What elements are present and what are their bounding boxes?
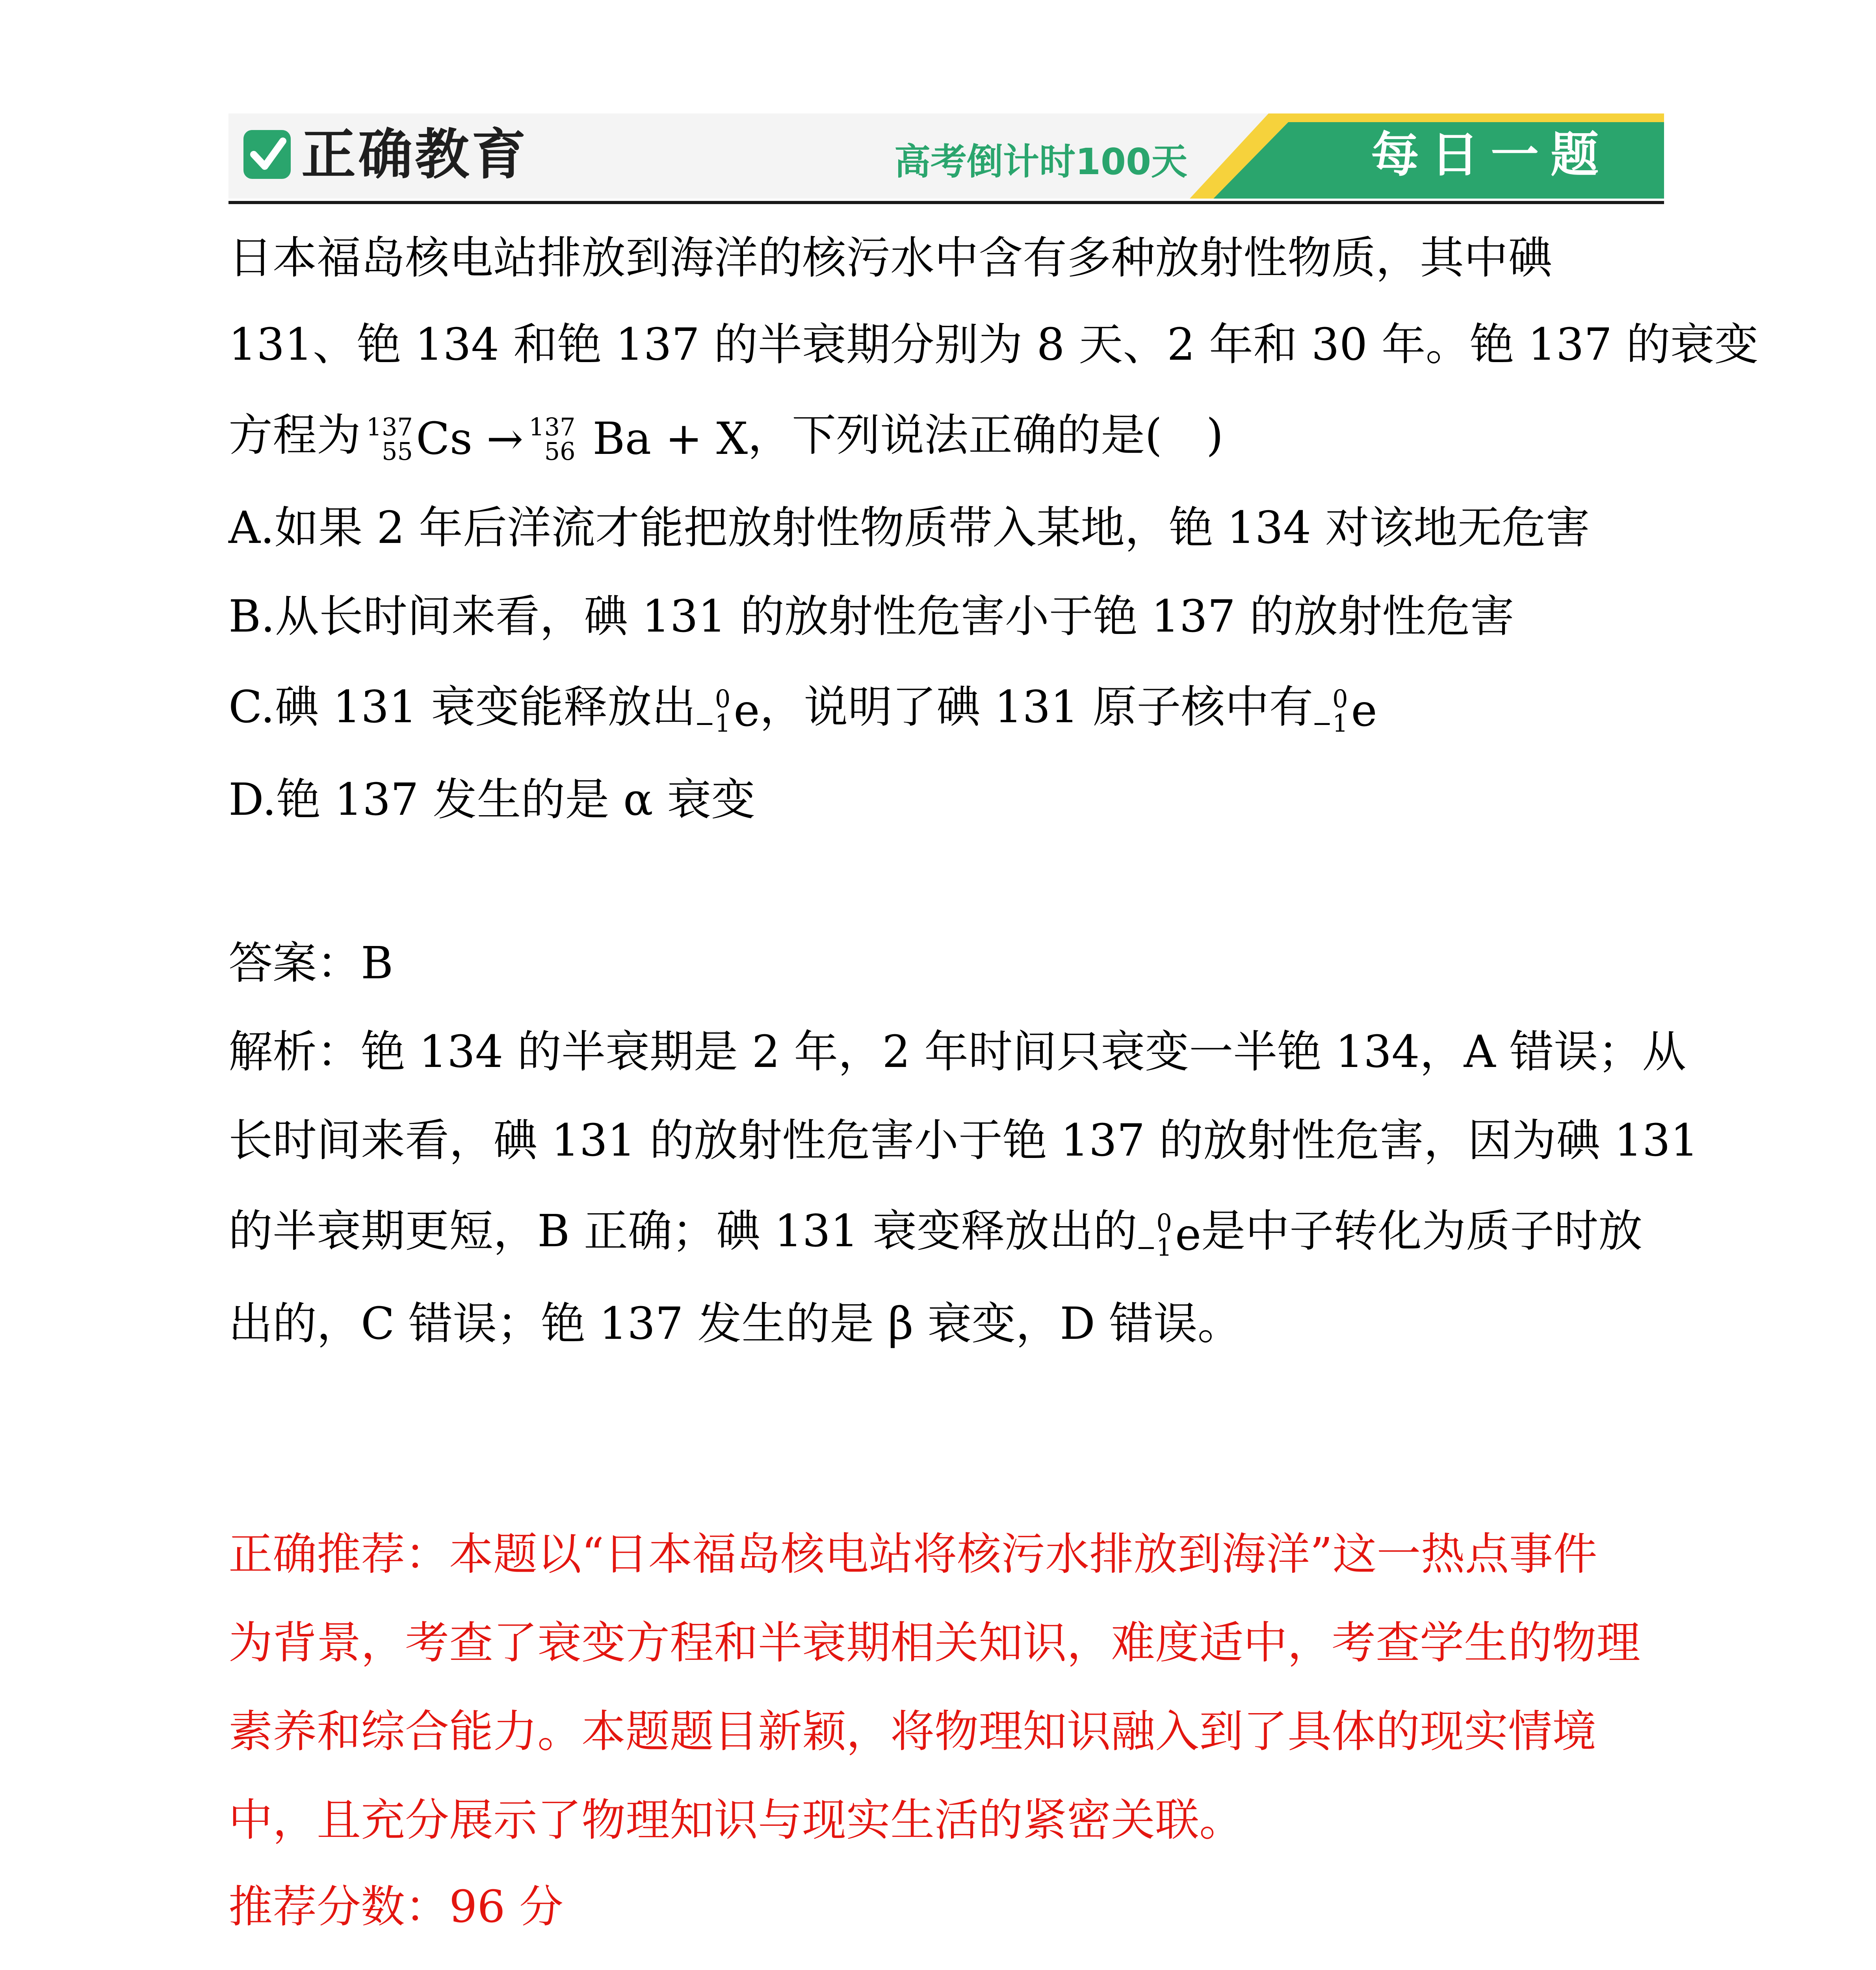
analysis-line-2: 长时间来看，碘 131 的放射性危害小于铯 137 的放射性危害，因为碘 131 [228, 1115, 1699, 1166]
ba-nuclide-indices [524, 409, 579, 468]
recommend-line-4: 中，且充分展示了物理知识与现实生活的紧密关联。 [228, 1795, 1243, 1846]
electron-mass-number-2: 0 [1332, 684, 1348, 713]
recommend-score: 推荐分数：96 分 [228, 1881, 564, 1933]
recommend-line-1: 正确推荐：本题以“日本福岛核电站将核污水排放到海洋”这一热点事件 [228, 1529, 1597, 1580]
electron-mass-number-3: 0 [1156, 1208, 1172, 1237]
option-c-middle: ，说明了碘 131 原子核中有 [760, 682, 1313, 733]
electron-mass-number: 0 [715, 684, 731, 713]
analysis-line-3-suffix: 是中子转化为质子时放 [1201, 1206, 1643, 1257]
daily-question-tag: 每日一题 [1371, 127, 1610, 183]
electron-indices [696, 681, 734, 740]
cs-atomic-number: 55 [382, 437, 413, 466]
cs-nuclide-indices [361, 409, 416, 468]
electron-indices-2 [1313, 681, 1351, 740]
cs-symbol: Cs [416, 413, 473, 465]
ba-atomic-number: 56 [544, 437, 576, 466]
electron-symbol: e [734, 685, 760, 736]
analysis-line-1: 解析：铯 134 的半衰期是 2 年，2 年时间只衰变一半铯 134，A 错误；从 [228, 1026, 1687, 1078]
check-icon [242, 127, 293, 182]
option-b: B.从长时间来看，碘 131 的放射性危害小于铯 137 的放射性危害 [228, 591, 1514, 642]
plus-x: + X [665, 413, 748, 465]
recommend-line-3: 素养和综合能力。本题题目新颖，将物理知识融入到了具体的现实情境 [228, 1706, 1596, 1757]
header-banner [228, 113, 1664, 199]
electron-charge-number-3: −1 [1136, 1233, 1172, 1262]
equation-suffix: ，下列说法正确的是( ) [748, 410, 1224, 461]
option-a: A.如果 2 年后洋流才能把放射性物质带入某地，铯 134 对该地无危害 [228, 502, 1590, 554]
electron-charge-number: −1 [694, 709, 731, 738]
analysis-line-3 [228, 1202, 1642, 1264]
decay-arrow: → [486, 413, 524, 465]
electron-charge-number-2: −1 [1312, 709, 1348, 738]
ba-symbol: Ba [593, 413, 652, 465]
question-line-2: 131、铯 134 和铯 137 的半衰期分别为 8 天、2 年和 30 年。铯 137 的衰变 [228, 319, 1759, 370]
ba-mass-number: 137 [529, 413, 576, 441]
exam-countdown: 高考倒计时100天 [894, 141, 1188, 183]
analysis-line-3-prefix: 的半衰期更短，B 正确；碘 131 衰变释放出的 [228, 1206, 1137, 1257]
answer-label: 答案：B [228, 938, 394, 989]
option-d: D.铯 137 发生的是 α 衰变 [228, 774, 756, 825]
question-line-1: 日本福岛核电站排放到海洋的核污水中含有多种放射性物质，其中碘 [228, 232, 1552, 284]
equation-prefix: 方程为 [228, 410, 361, 461]
header-divider [228, 201, 1664, 204]
option-c-prefix: C.碘 131 衰变能释放出 [228, 682, 696, 733]
option-c [228, 678, 1377, 740]
brand-name: 正确教育 [301, 123, 529, 186]
electron-indices-3 [1137, 1205, 1175, 1264]
cs-mass-number: 137 [366, 413, 413, 441]
recommend-line-2: 为背景，考查了衰变方程和半衰期相关知识，难度适中，考查学生的物理 [228, 1617, 1640, 1669]
electron-symbol-2: e [1351, 685, 1377, 736]
analysis-line-4: 出的，C 错误；铯 137 发生的是 β 衰变，D 错误。 [228, 1298, 1242, 1349]
electron-symbol-3: e [1175, 1209, 1202, 1260]
decay-equation-line [228, 406, 1224, 468]
